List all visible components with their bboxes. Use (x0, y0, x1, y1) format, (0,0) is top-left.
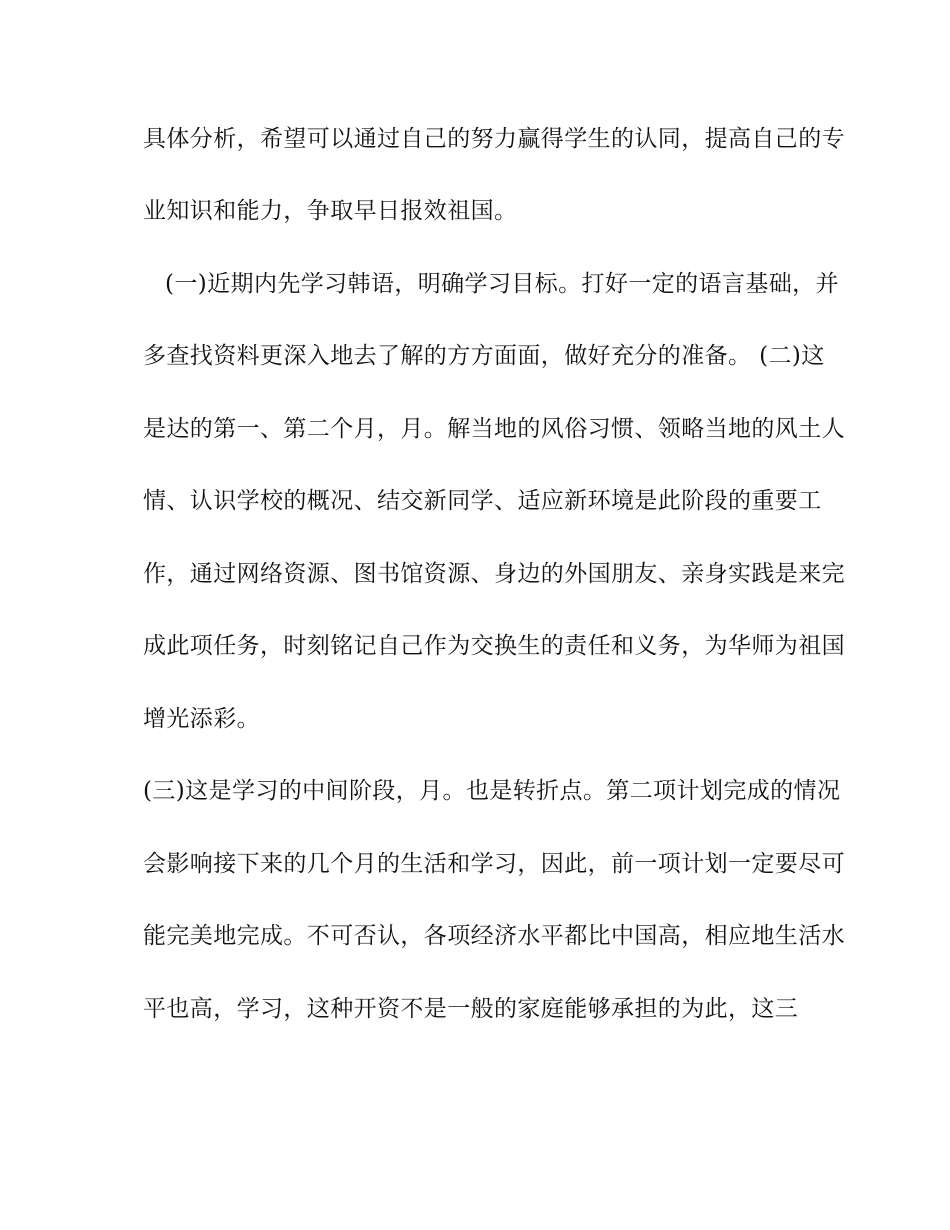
text-line: 平也高，学习，这种开资不是一般的家庭能够承担的为此，这三 (143, 996, 799, 1022)
text-line: 是达的第一、第二个月，月。解当地的风俗习惯、领略当地的风土人 (143, 416, 845, 442)
text-line: 多查找资料更深入地去了解的方方面面，做好充分的准备。 (二)这 (143, 343, 825, 369)
text-line: 会影响接下来的几个月的生活和学习，因此，前一项计划一定要尽可 (143, 851, 845, 877)
text-line: 作，通过网络资源、图书馆资源、身边的外国朋友、亲身实践是来完 (143, 561, 845, 587)
text-line: 能完美地完成。不可否认，各项经济水平都比中国高，相应地生活水 (143, 923, 845, 949)
text-line: 成此项任务，时刻铭记自己作为交换生的责任和义务，为华师为祖国 (143, 633, 845, 659)
text-line: 具体分析，希望可以通过自己的努力赢得学生的认同，提高自己的专 (143, 126, 845, 152)
text-line: 业知识和能力，争取早日报效祖国。 (143, 198, 518, 224)
text-line: 增光添彩。 (143, 706, 260, 732)
text-line: (三)这是学习的中间阶段，月。也是转折点。第二项计划完成的情况 (143, 778, 841, 804)
text-line: (一)近期内先学习韩语，明确学习目标。打好一定的语言基础，并 (165, 271, 839, 297)
text-line: 情、认识学校的概况、结交新同学、适应新环境是此阶段的重要工 (143, 488, 822, 514)
